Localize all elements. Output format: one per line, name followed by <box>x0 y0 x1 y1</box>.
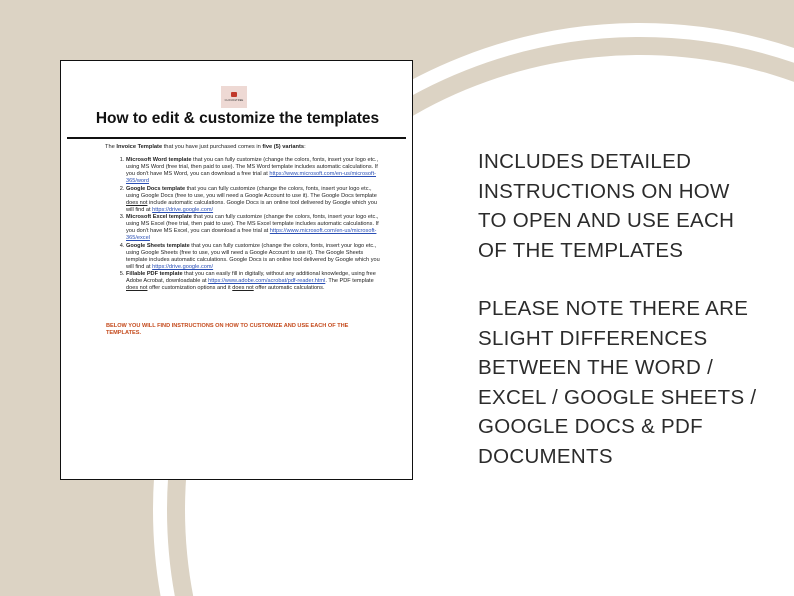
logo-text: CLOUD&TREE <box>224 99 244 102</box>
caption-line: SLIGHT DIFFERENCES <box>478 326 708 350</box>
instructions-note: BELOW YOU WILL FIND INSTRUCTIONS ON HOW TO CUSTOMIZE AND USE EACH OF THE TEMPLATES. <box>106 323 349 337</box>
google-sheets-link[interactable]: https://drive.google.com/ <box>152 263 214 270</box>
brand-logo <box>221 86 247 108</box>
list-item: 2. Google Docs template that you can fully customize (change the colors, fonts, insert your logo etc., using Google Docs (free to use, you will need a Google Account to use it). The Google Docs template does not include automatic calculations. Google Docs is an online tool delivered by Google which you will find at https://drive.google.com/ <box>126 186 384 214</box>
list-item: 3. Microsoft Excel template that you can fully customize (change the colors, fonts, insert your logo etc., using MS Excel (free trial, then paid to use). The MS Excel template includes automatic calculations. If you don't have MS Excel, you can download a free trial at https://www.microsoft.com/en-us/microsoft-365/excel <box>126 214 384 242</box>
google-docs-link[interactable]: https://drive.google.com/ <box>152 206 214 213</box>
caption-line: OF THE TEMPLATES <box>478 238 684 262</box>
word-link[interactable]: https://www.microsoft.com/en-us/microsoft-365/word <box>126 171 377 185</box>
side-caption-note <box>478 294 778 472</box>
intro-text: The Invoice Template that you have just purchased comes in five (5) variants: <box>105 144 306 150</box>
caption-line: BETWEEN THE WORD / <box>478 356 714 380</box>
logo-mark-icon <box>231 92 237 97</box>
caption-line: INSTRUCTIONS ON HOW <box>478 179 730 203</box>
list-item: 5. Fillable PDF template that you can easily fill in digitally, without any additional knowledge, using free Adobe Acrobat, downloadable at https://www.adobe.com/acrobat/pdf-reader.html. The PDF template does not offer customization options and it does not offer automatic calculations. <box>126 271 384 292</box>
caption-line: GOOGLE DOCS & PDF <box>478 415 703 439</box>
caption-line: PLEASE NOTE THERE ARE <box>478 297 749 320</box>
caption-line: TO OPEN AND USE EACH <box>478 209 735 233</box>
caption-line: DOCUMENTS <box>478 444 613 468</box>
title-divider <box>67 137 406 139</box>
caption-line: INCLUDES DETAILED <box>478 150 692 173</box>
list-item: 1. Microsoft Word template that you can fully customize (change the colors, fonts, insert your logo etc., using MS Word (free trial, then paid to use). The MS Word template includes automatic calculations. If you don't have MS Word, you can download a free trial at https://www.microsoft.com/en-us/microsoft-365/word <box>126 157 384 185</box>
side-caption-instructions <box>478 147 778 265</box>
variant-list <box>115 157 384 293</box>
adobe-link[interactable]: https://www.adobe.com/acrobat/pdf-reader.html <box>208 278 326 285</box>
caption-line: EXCEL / GOOGLE SHEETS / <box>478 385 757 409</box>
list-item: 4. Google Sheets template that you can fully customize (change the colors, fonts, insert your logo etc., using Google Sheets (free to use, you will need a Google Account to use it). The Google Sheets template includes automatic calculations. Google Docs is an online tool delivered by Google which you will find at https://drive.google.com/ <box>126 243 384 271</box>
excel-link[interactable]: https://www.microsoft.com/en-us/microsoft-365/excel <box>126 228 377 242</box>
instruction-document <box>60 60 413 480</box>
document-title: How to edit & customize the templates <box>95 110 380 127</box>
